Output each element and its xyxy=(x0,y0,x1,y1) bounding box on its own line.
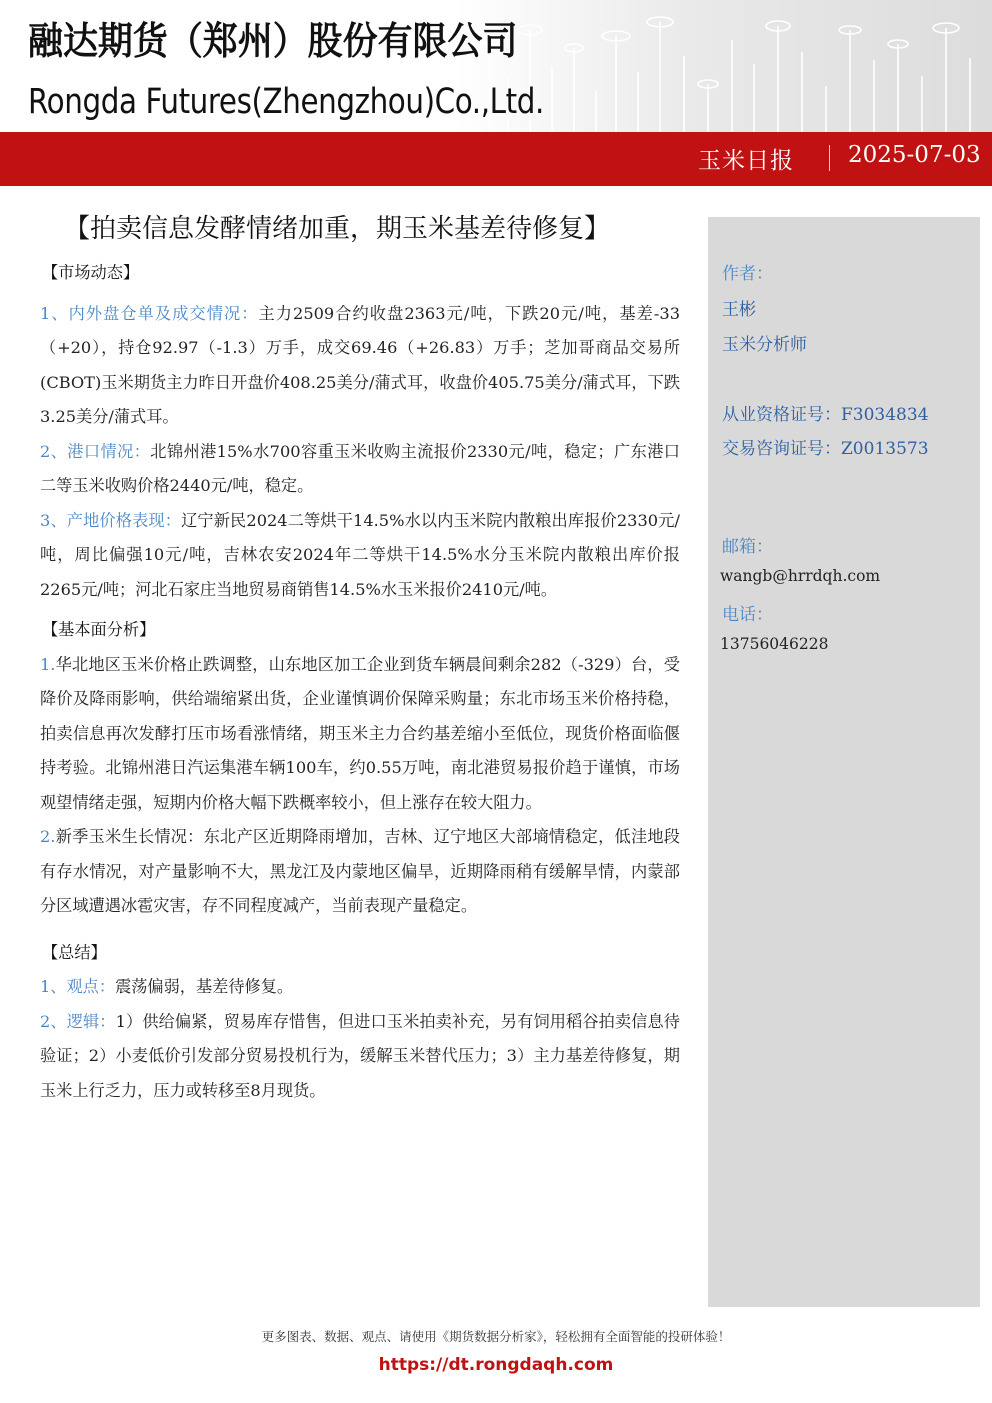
report-type: 玉米日报 xyxy=(698,148,794,174)
consulting-number: 交易咨询证号：Z0013573 xyxy=(722,439,929,459)
summary-item-1 xyxy=(40,970,680,1005)
market-item-1-lead: 1、内外盘仓单及成交情况： xyxy=(40,303,259,323)
email-label: 邮箱： xyxy=(722,537,773,557)
market-item-1 xyxy=(40,297,680,435)
email-address[interactable]: wangb@hrrdqh.com xyxy=(720,567,881,585)
section-heading-fundamentals: 【基本面分析】 xyxy=(42,620,156,639)
report-header xyxy=(0,0,992,186)
company-name-cn: 融达期货（郑州）股份有限公司 xyxy=(28,19,518,63)
header-red-bar xyxy=(0,132,992,186)
header-divider xyxy=(829,145,830,171)
footer-link[interactable]: https://dt.rongdaqh.com xyxy=(378,1355,614,1375)
market-item-2 xyxy=(40,435,680,504)
author-sidebar xyxy=(708,217,980,1307)
company-name-en: Rongda Futures(Zhengzhou)Co.,Ltd. xyxy=(28,82,544,122)
summary-item-2-lead: 2、逻辑： xyxy=(40,1011,116,1031)
summary-item-2 xyxy=(40,1005,680,1109)
fundamentals-item-2 xyxy=(40,820,680,924)
section-heading-market: 【市场动态】 xyxy=(42,263,140,282)
author-label: 作者： xyxy=(722,264,773,284)
report-title: 【拍卖信息发酵情绪加重，期玉米基差待修复】 xyxy=(64,214,611,244)
fundamentals-item-1 xyxy=(40,648,680,821)
footer-note: 更多图表、数据、观点、请使用《期货数据分析家》，轻松拥有全面智能的投研体验！ xyxy=(261,1329,731,1344)
market-item-1-text: 主力2509合约收盘2363元/吨，下跌20元/吨，基差-33（+20），持仓92.97（-1.3）万手，成交69.46（+26.83）万手；芝加哥商品交易所(CBOT)玉米期货主力昨日开盘价408.25美分/蒲式耳，收盘价405.75美分/蒲式耳，下跌3.25美分/蒲式耳。 xyxy=(40,303,680,426)
fundamentals-item-1-lead: 1. xyxy=(40,654,56,674)
fundamentals-item-2-text: 新季玉米生长情况：东北产区近期降雨增加，吉林、辽宁地区大部墒情稳定，低洼地段有存水情况，对产量影响不大，黑龙江及内蒙地区偏旱，近期降雨稍有缓解旱情，内蒙部分区域遭遇冰雹灾害，存不同程度减产，当前表现产量稳定。 xyxy=(40,827,680,915)
market-item-2-text: 北锦州港15%水700容重玉米收购主流报价2330元/吨，稳定；广东港口二等玉米收购价格2440元/吨，稳定。 xyxy=(40,441,680,495)
report-date: 2025-07-03 xyxy=(848,142,981,168)
fundamentals-item-2-lead: 2. xyxy=(40,827,56,846)
qualification-number: 从业资格证号：F3034834 xyxy=(722,405,929,425)
market-item-3-text: 辽宁新民2024二等烘干14.5%水以内玉米院内散粮出库报价2330元/吨，周比偏强10元/吨，吉林农安2024年二等烘干14.5%水分玉米院内散粮出库价报2265元/吨；河北石家庄当地贸易商销售14.5%水玉米报价2410元/吨。 xyxy=(40,510,680,599)
market-item-3-lead: 3、产地价格表现： xyxy=(40,510,182,530)
market-item-3 xyxy=(40,504,680,608)
author-name: 王彬 xyxy=(722,300,756,320)
market-item-2-lead: 2、港口情况： xyxy=(40,441,151,461)
summary-item-1-text: 震荡偏弱，基差待修复。 xyxy=(115,977,294,996)
author-title: 玉米分析师 xyxy=(722,335,807,355)
summary-item-1-lead: 1、观点： xyxy=(40,977,116,996)
phone-number: 13756046228 xyxy=(720,635,829,653)
report-body xyxy=(40,256,680,1108)
fundamentals-item-1-text: 华北地区玉米价格止跌调整，山东地区加工企业到货车辆晨间剩余282（-329）台，受降价及降雨影响，供给端缩紧出货，企业谨慎调价保障采购量；东北市场玉米价格持稳，拍卖信息再次发酵打压市场看涨情绪，期玉米主力合约基差缩小至低位，现货价格面临偃持考验。北锦州港日汽运集港车辆100车，约0.55万吨，南北港贸易报价趋于谨慎，市场观望情绪走强，短期内价格大幅下跌概率较小，但上涨存在较大阻力。 xyxy=(40,654,680,812)
section-heading-summary: 【总结】 xyxy=(42,942,107,962)
phone-label: 电话： xyxy=(722,605,773,625)
summary-item-2-text: 1）供给偏紧，贸易库存惜售，但进口玉米拍卖补充，另有饲用稻谷拍卖信息待验证；2）小麦低价引发部分贸易投机行为，缓解玉米替代压力；3）主力基差待修复，期玉米上行乏力，压力或转移至8月现货。 xyxy=(40,1011,680,1100)
